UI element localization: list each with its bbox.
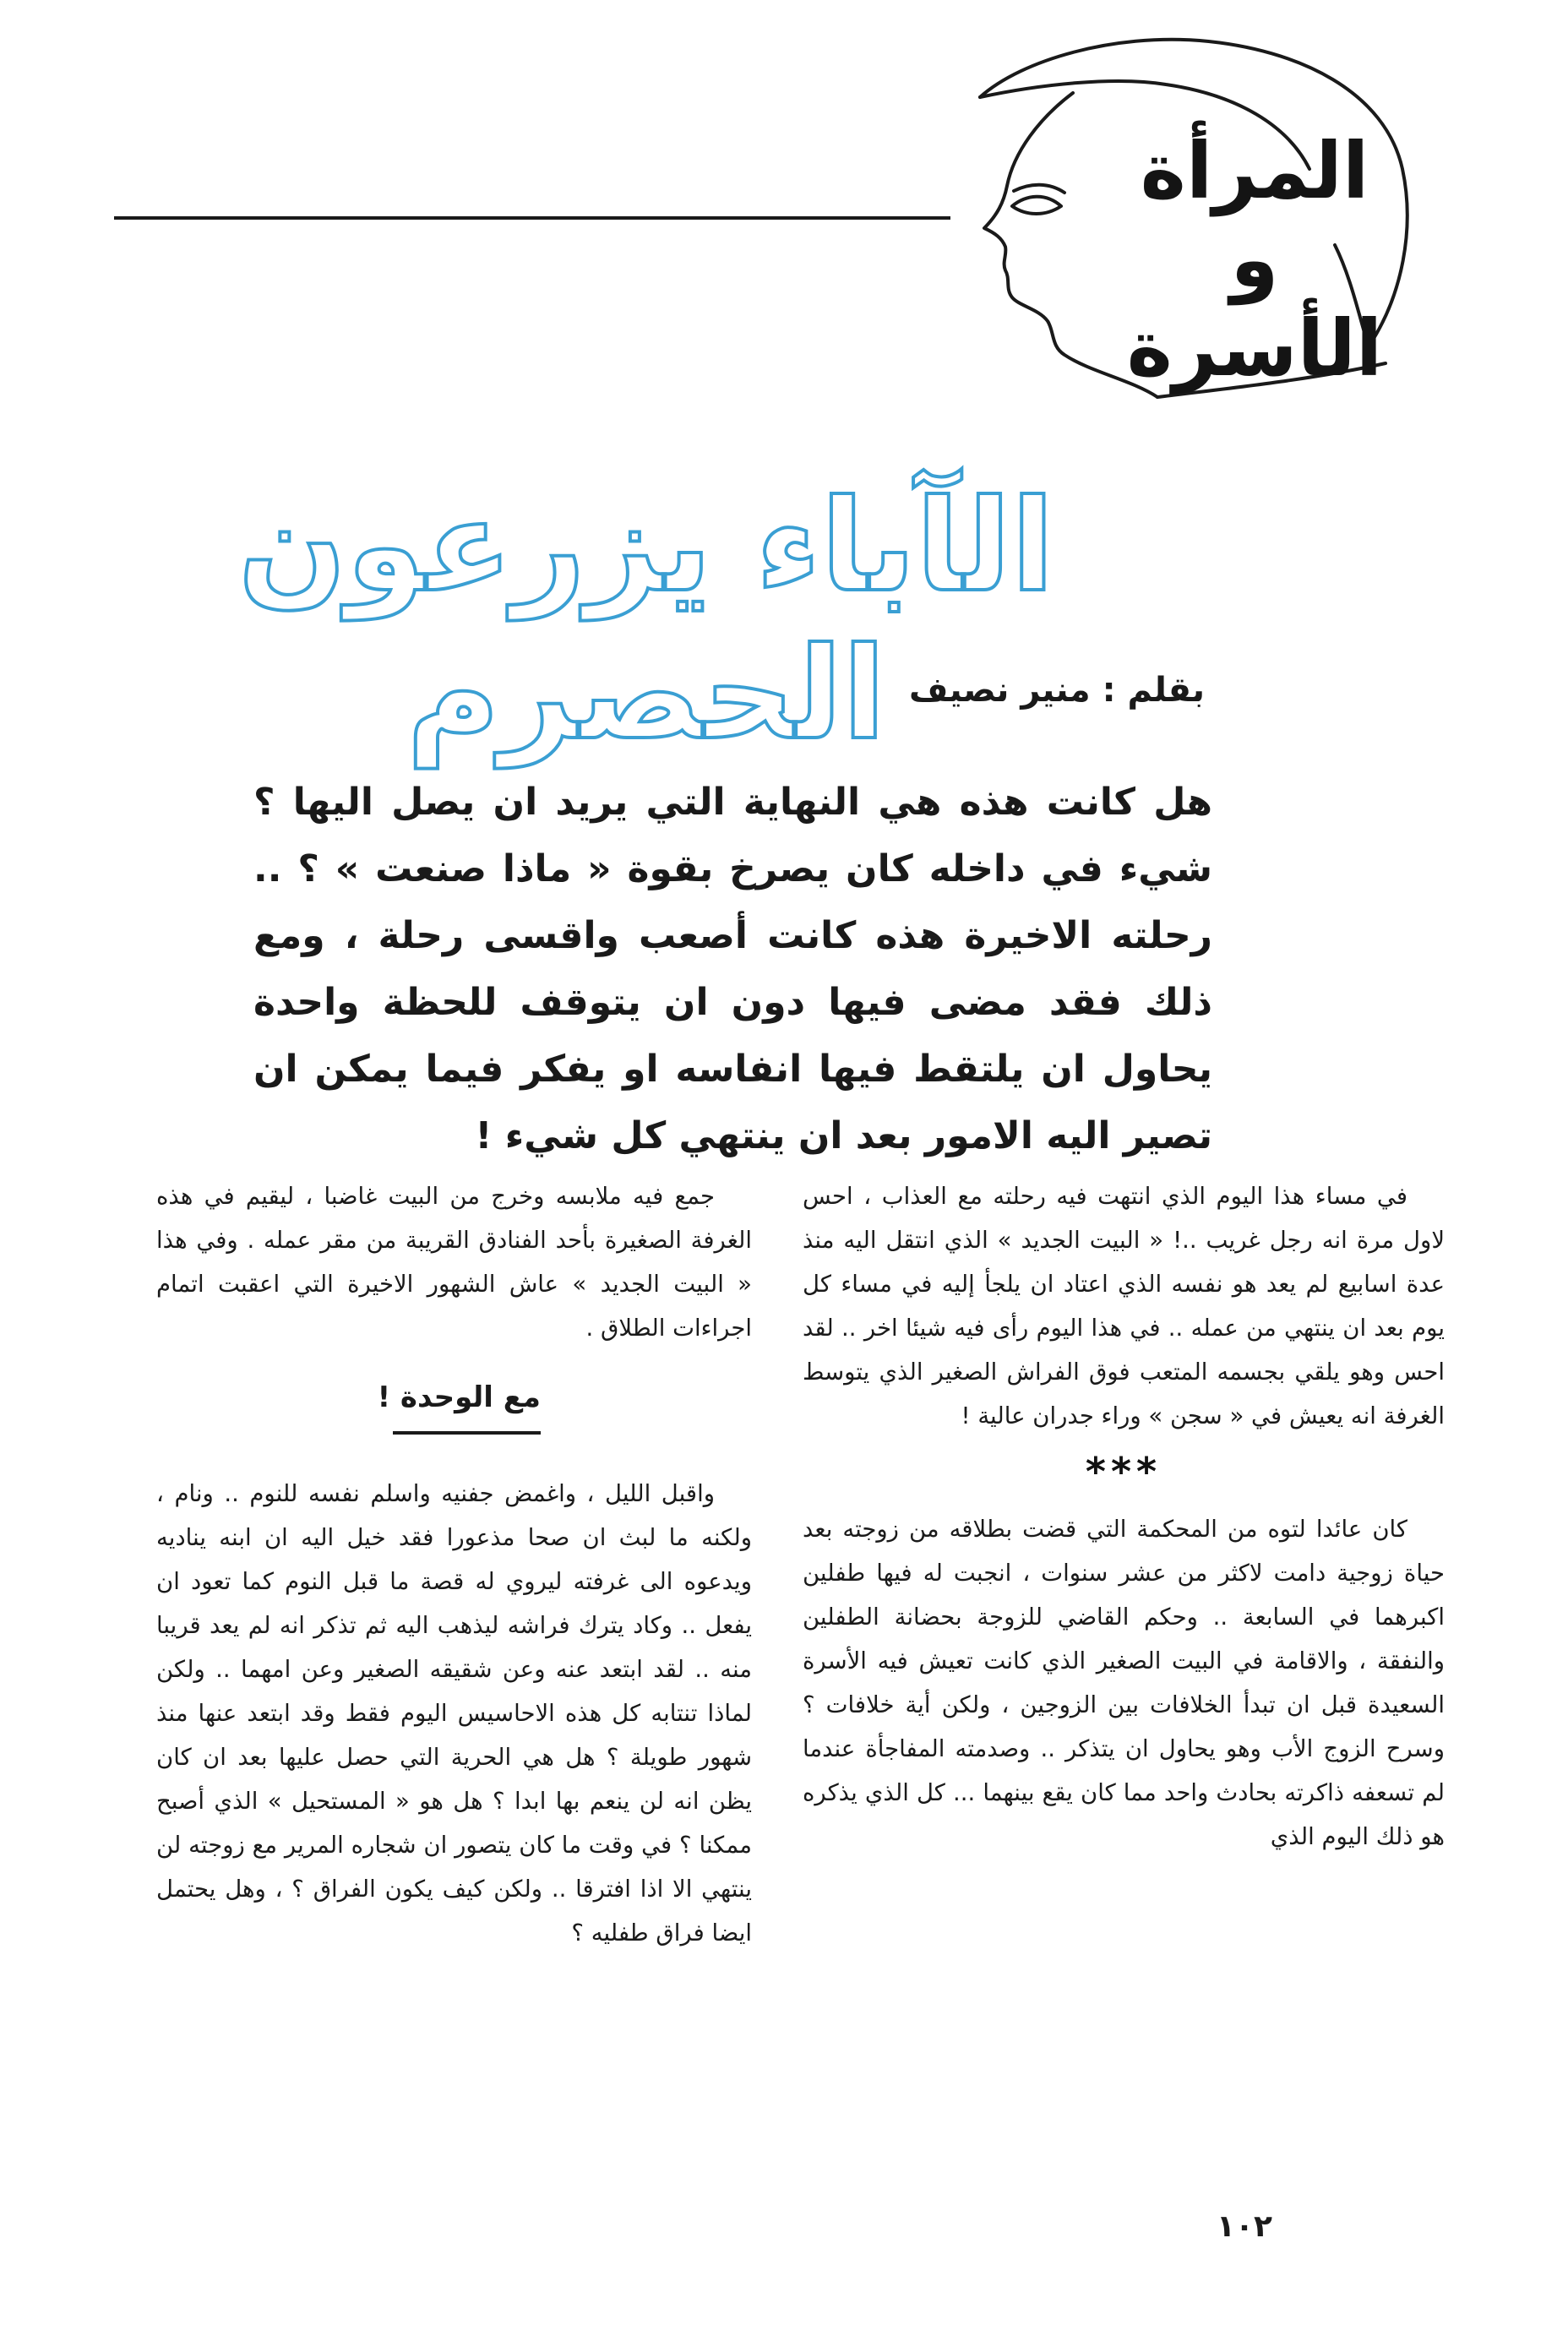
section-name-line2: الأسرة [1126,303,1383,394]
page-number: ١٠٢ [1217,2209,1272,2244]
subheading-rule [393,1431,541,1435]
subheading: مع الوحدة ! [377,1380,541,1414]
section-name-line1: المرأة و [1140,126,1369,305]
left-column-paragraph-2: واقبل الليل ، واغمض جفنيه واسلم نفسه للنوم .. ونام ، ولكنه ما لبث ان صحا مذعورا فقد خيل اليه ان ابنه يناديه ويدعوه الى غرفته ليروي له قصة ما قبل النوم كما تعود ان يفعل .. وكاد يترك فراشه ليذهب اليه ثم تذكر انه لم يعد قريبا منه .. لقد ابتعد عنه وعن شقيقه الصغير وعن امهما .. ولكن لماذا تنتابه كل هذه الاحاسيس اليوم فقط وقد ابتعد عنها منذ شهور طويلة ؟ هل هي الحرية التي حصل عليها بعد ان كان يظن انه لن ينعم بها ابدا ؟ هل هو « المستحيل » الذي أصبح ممكنا ؟ في وقت ما كان يتصور ان شجاره المرير مع زوجته لن ينتهي الا اذا افترقا .. ولكن كيف يكون الفراق ؟ ، وهل يحتمل ايضا فراق طفليه ؟ [156,1480,752,1947]
left-column-paragraph-1: جمع فيه ملابسه وخرج من البيت غاضبا ، ليقيم في هذه الغرفة الصغيرة بأحد الفنادق القريبة من مقر عمله . وفي هذا « البيت الجديد » عاش الشهور الاخيرة التي اعقبت اتمام اجراءات الطلاق . [156,1183,752,1342]
article-title: الآباء يزرعون الحصرم [237,473,1055,768]
lead-paragraph: هل كانت هذه هي النهاية التي يريد ان يصل اليها ؟ شيء في داخله كان يصرخ بقوة « ماذا صنعت » ؟ .. رحلته الاخيرة هذه كانت أصعب واقسى رحلة ، ومع ذلك فقد مضى فيها دون ان يتوقف للحظة واحدة يحاول ان يلتقط فيها انفاسه او يفكر فيما يمكن ان تصير اليه الامور بعد ان ينتهي كل شيء ! [253,781,1212,1157]
byline: بقلم : منير نصيف [909,671,1205,710]
right-column [803,1174,1445,1859]
right-column-paragraph-2: كان عائدا لتوه من المحكمة التي قضت بطلاقه من زوجته بعد حياة زوجية دامت لاكثر من عشر سنوات ، انجبت له فيها طفلين اكبرهما في السابعة .. وحكم القاضي للزوجة بحضانة الطفلين والنفقة ، والاقامة في البيت الصغير الذي كانت تعيش فيه الأسرة السعيدة قبل ان تبدأ الخلافات بين الزوجين ، ولكن أية خلافات ؟ وسرح الزوج الأب وهو يحاول ان يتذكر .. وصدمته المفاجأة عندما لم تسعفه ذاكرته بحادث واحد مما كان يقع بينهما ... كل الذي يذكره هو ذلك اليوم الذي [803,1516,1445,1850]
left-column [156,1174,752,1955]
header-rule [114,216,950,220]
section-name [1102,127,1407,393]
right-column-paragraph-1: في مساء هذا اليوم الذي انتهت فيه رحلته مع العذاب ، احس لاول مرة انه رجل غريب ..! « البيت الجديد » الذي انتقل اليه منذ عدة اسابيع لم يعد هو نفسه الذي اعتاد ان يلجأ إليه في مساء كل يوم بعد ان ينتهي من عمله .. في هذا اليوم رأى فيه شيئا اخر .. لقد احس وهو يلقي بجسمه المتعب فوق الفراش الصغير الذي يتوسط الغرفة انه يعيش في « سجن » وراء جدران عالية ! [803,1183,1445,1429]
section-separator: *** [1085,1449,1162,1495]
